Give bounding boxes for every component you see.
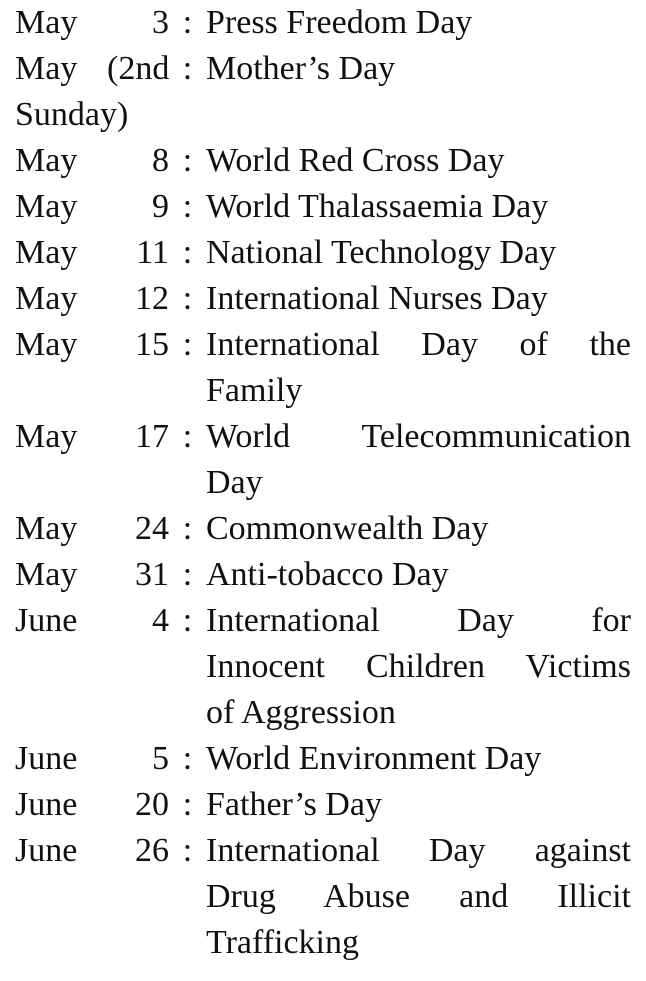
entry-day: 9 — [152, 188, 169, 225]
list-item — [15, 506, 631, 552]
entry-month: May — [15, 4, 78, 41]
entry-day: 4 — [152, 602, 169, 639]
list-item — [15, 782, 631, 828]
list-item — [15, 230, 631, 276]
list-item — [15, 46, 631, 92]
entry-separator: : — [182, 556, 193, 593]
entry-separator: : — [182, 280, 193, 317]
entry-event-line: Innocent Children Victims — [206, 648, 631, 685]
entry-event: Press Freedom Day — [206, 4, 473, 41]
entry-event-line: Family — [206, 372, 303, 409]
entry-month: May — [15, 50, 78, 87]
entry-event: Anti-tobacco Day — [206, 556, 449, 593]
entry-day: 15 — [135, 326, 169, 363]
entry-day: 31 — [135, 556, 169, 593]
entry-event-line: Drug Abuse and Illicit — [206, 878, 631, 915]
entry-separator: : — [182, 234, 193, 271]
list-item — [15, 184, 631, 230]
entry-event: Commonwealth Day — [206, 510, 489, 547]
entry-month: June — [15, 832, 78, 869]
entry-event: World Red Cross Day — [206, 142, 505, 179]
entry-separator: : — [182, 188, 193, 225]
entry-event-line: World Telecommunication — [206, 418, 631, 455]
entry-separator: : — [182, 602, 193, 639]
entry-month: May — [15, 556, 78, 593]
entry-day: 17 — [135, 418, 169, 455]
entry-day: 26 — [135, 832, 169, 869]
entry-separator: : — [182, 418, 193, 455]
entry-month: May — [15, 280, 78, 317]
entry-day: 8 — [152, 142, 169, 179]
entry-separator: : — [182, 50, 193, 87]
list-item — [15, 552, 631, 598]
entry-event-line: International Day for — [206, 602, 631, 639]
entry-separator: : — [182, 510, 193, 547]
entry-month: May — [15, 418, 78, 455]
entry-day: 3 — [152, 4, 169, 41]
entry-event-line: Day — [206, 464, 263, 501]
entry-month: May — [15, 326, 78, 363]
entry-day: 11 — [136, 234, 169, 271]
entry-event-line: of Aggression — [206, 694, 396, 731]
entry-day-continuation: Sunday) — [15, 96, 129, 133]
entry-day: 24 — [135, 510, 169, 547]
list-item — [15, 828, 631, 966]
entry-month: June — [15, 740, 78, 777]
list-item — [15, 0, 631, 46]
list-item-continuation — [15, 92, 631, 138]
entry-month: June — [15, 786, 78, 823]
entry-event-line: Trafficking — [206, 924, 359, 961]
entry-separator: : — [182, 326, 193, 363]
entry-separator: : — [182, 786, 193, 823]
list-item — [15, 322, 631, 414]
entry-day: 20 — [135, 786, 169, 823]
entry-event: Father’s Day — [206, 786, 382, 823]
entry-month: May — [15, 188, 78, 225]
entry-day: (2nd — [107, 50, 170, 87]
entry-separator: : — [182, 832, 193, 869]
entry-event: World Thalassaemia Day — [206, 188, 549, 225]
list-item — [15, 598, 631, 736]
entry-separator: : — [182, 740, 193, 777]
entry-event-line: International Day against — [206, 832, 631, 869]
list-item — [15, 138, 631, 184]
entry-event-line: International Day of the — [206, 326, 631, 363]
entry-day: 5 — [152, 740, 169, 777]
list-item — [15, 276, 631, 322]
entry-event: World Environment Day — [206, 740, 542, 777]
entry-month: May — [15, 510, 78, 547]
list-item — [15, 736, 631, 782]
entry-month: June — [15, 602, 78, 639]
entry-month: May — [15, 234, 78, 271]
entry-separator: : — [182, 4, 193, 41]
entry-event: International Nurses Day — [206, 280, 548, 317]
entry-event: Mother’s Day — [206, 50, 396, 87]
entry-separator: : — [182, 142, 193, 179]
entry-event: National Technology Day — [206, 234, 557, 271]
entry-day: 12 — [135, 280, 169, 317]
entry-event — [206, 414, 631, 506]
entry-event — [206, 828, 631, 966]
entry-month: May — [15, 142, 78, 179]
list-item — [15, 414, 631, 506]
entry-event — [206, 598, 631, 736]
entry-event — [206, 322, 631, 414]
